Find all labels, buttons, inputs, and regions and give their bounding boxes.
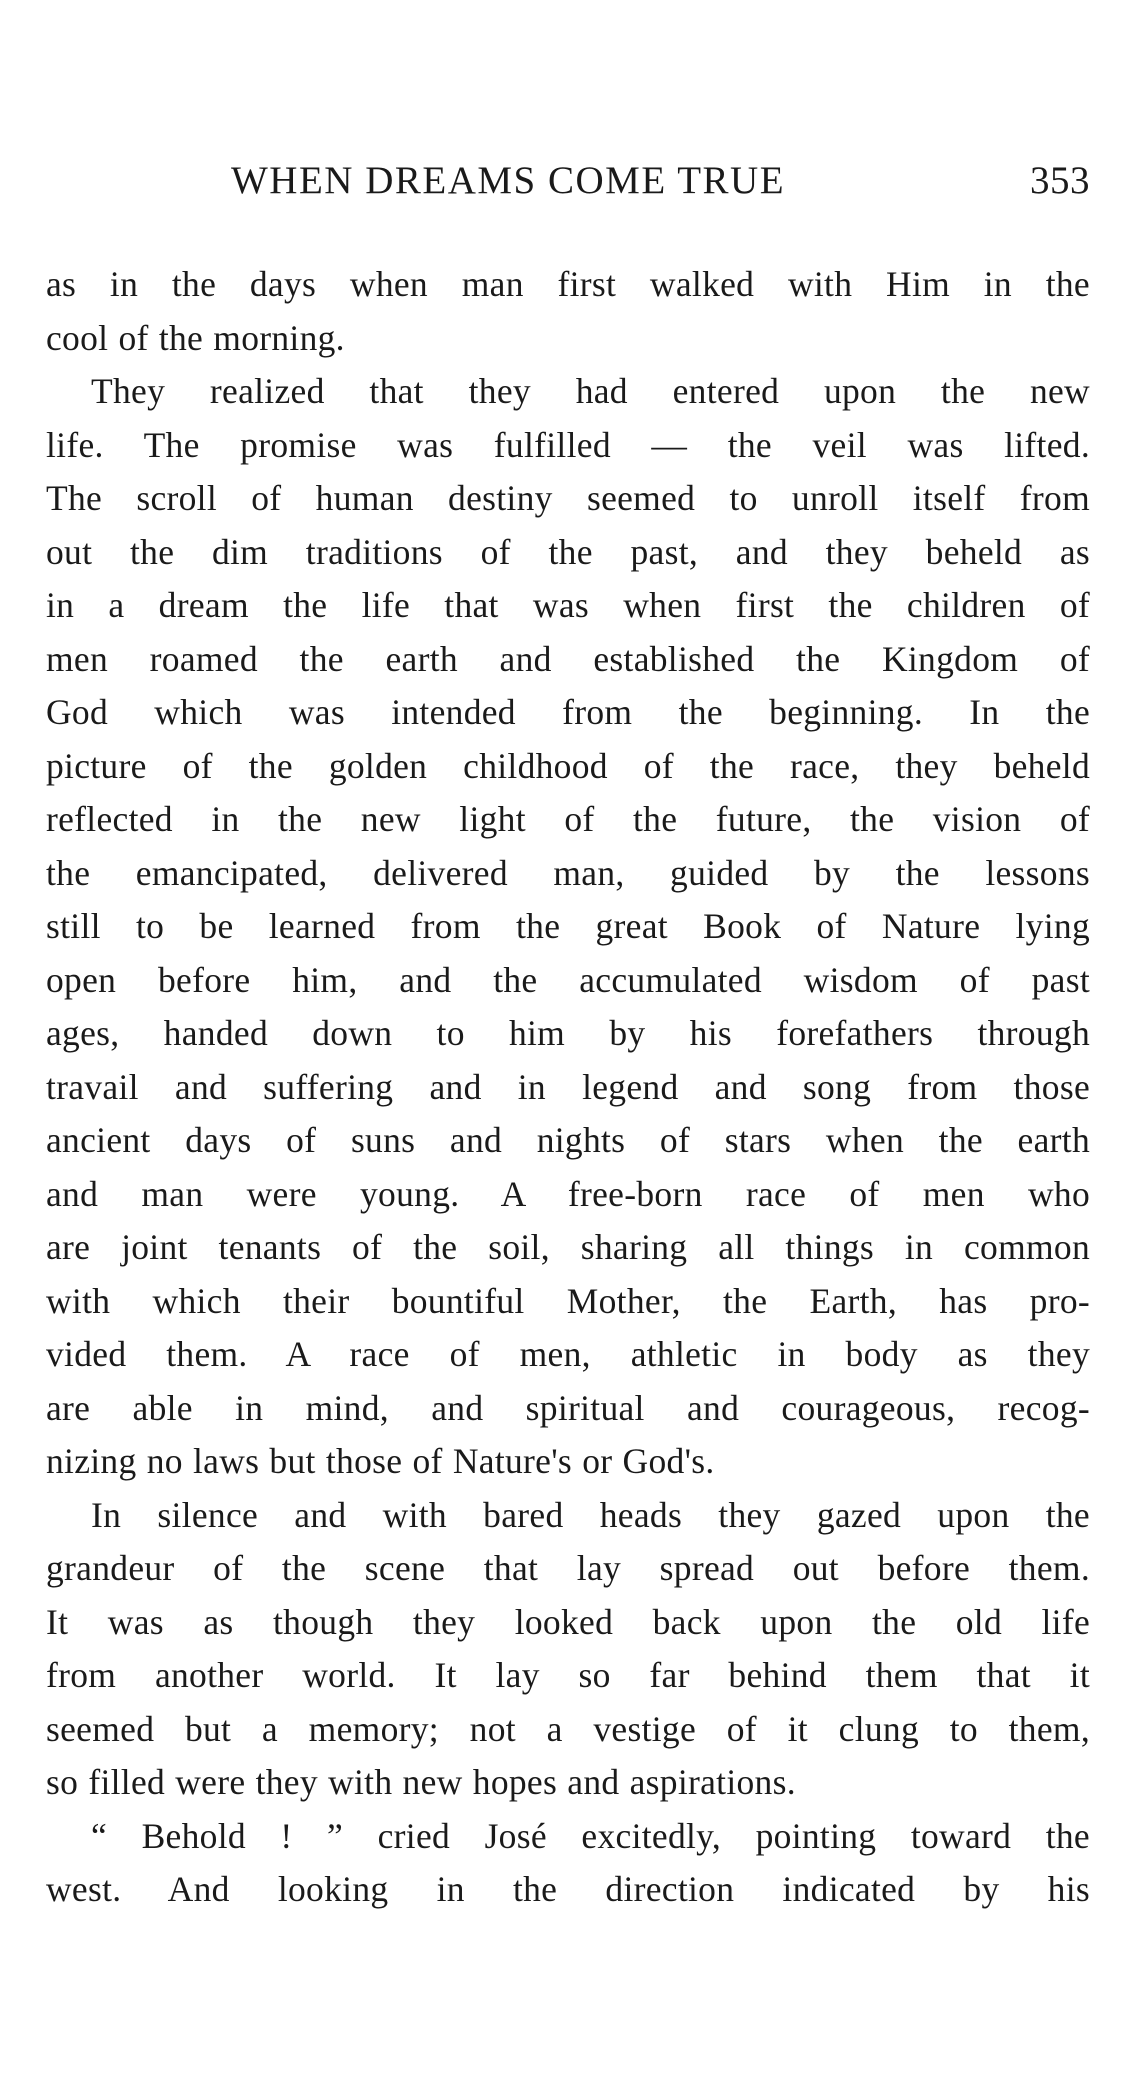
text-line: travail and suffering and in legend and song from those (46, 1066, 1090, 1107)
text-line: with which their bountiful Mother, the Earth, has pro- (46, 1280, 1090, 1321)
text-line: the emancipated, delivered man, guided by the lessons (46, 852, 1090, 893)
text-line: God which was intended from the beginning. In the (46, 692, 1090, 732)
text-line: as in the days when man first walked with Him in the (46, 264, 1090, 304)
text-line: vided them. A race of men, athletic in body as they (46, 1334, 1090, 1374)
text-line: still to be learned from the great Book of Nature lying (46, 906, 1090, 946)
text-line: are joint tenants of the soil, sharing all things in common (46, 1227, 1090, 1267)
text-line: west. And looking in the direction indicated by his (46, 1869, 1090, 1909)
text-line: from another world. It lay so far behind them that it (46, 1655, 1090, 1695)
text-line: reflected in the new light of the future, the vision of (46, 799, 1090, 839)
text-line: grandeur of the scene that lay spread out before them. (46, 1548, 1090, 1588)
text-line: seemed but a memory; not a vestige of it clung to them, (46, 1708, 1090, 1749)
text-line: The scroll of human destiny seemed to unroll itself from (46, 478, 1090, 518)
text-line: ages, handed down to him by his forefathers through (46, 1013, 1090, 1053)
running-head-title: WHEN DREAMS COME TRUE (231, 159, 786, 202)
text-line: “ Behold ! ” cried José excitedly, pointing toward the (91, 1815, 1090, 1856)
text-line: picture of the golden childhood of the race, they beheld (46, 745, 1090, 786)
text-line: ancient days of suns and nights of stars when the earth (46, 1120, 1090, 1160)
text-line: out the dim traditions of the past, and they beheld as (46, 531, 1090, 572)
text-line: In silence and with bared heads they gazed upon the (91, 1494, 1090, 1535)
text-line: in a dream the life that was when first the children of (46, 585, 1090, 625)
page-number: 353 (1030, 159, 1090, 202)
text-line: They realized that they had entered upon the new (91, 371, 1090, 411)
text-line: life. The promise was fulfilled — the veil was lifted. (46, 424, 1090, 465)
text-line: nizing no laws but those of Nature's or God's. (46, 1441, 715, 1481)
body-text (46, 258, 1090, 1917)
text-line: so filled were they with new hopes and aspirations. (46, 1762, 796, 1802)
text-line: men roamed the earth and established the Kingdom of (46, 638, 1090, 679)
text-line: cool of the morning. (46, 317, 345, 358)
text-line: It was as though they looked back upon the old life (46, 1601, 1090, 1642)
text-line: and man were young. A free-born race of men who (46, 1173, 1090, 1214)
running-head (46, 158, 1090, 206)
text-line: are able in mind, and spiritual and courageous, recog- (46, 1387, 1090, 1428)
text-line: open before him, and the accumulated wisdom of past (46, 959, 1090, 1000)
